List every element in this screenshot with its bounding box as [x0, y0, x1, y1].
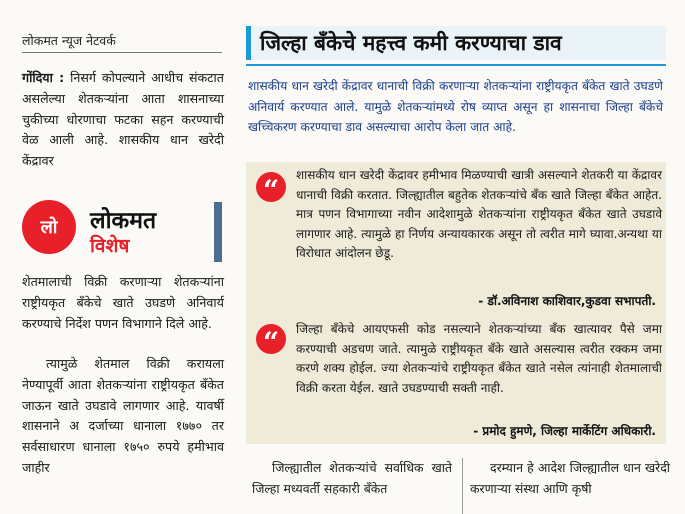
right-column	[236, 0, 685, 514]
bottom-column-1: जिल्ह्यातील शेतकऱ्यांचे सर्वाधिक खाते जिल्हा मध्यवर्ती सहकारी बँकेत	[252, 460, 452, 496]
lead-paragraph	[22, 68, 224, 172]
quote-icon: “	[256, 324, 286, 354]
intro-paragraph: शासकीय धान खरेदी केंद्रावर धानाची विक्री करणाऱ्या शेतकऱ्यांना राष्ट्रीयकृत बँकेत खाते उघडणे अनिवार्य करण्यात आले. यामुळे शेतकऱ्यांमध्ये रोष व्याप्त असून हा शासनाचा जिल्हा बँकेचे खच्चिकरण करण्याचा डाव असल्याचा आरोप केला जात आहे.	[248, 79, 663, 134]
body-paragraph-3: त्यामुळे शेतमाल विक्री करायला नेण्यापूर्वी आता शेतकऱ्यांना राष्ट्रीयकृत बँकेत जाऊन खाते उघडावे लागणार आहे. यावर्षी शासनाने अ दर्जाच्या धानाला १७७० तर सर्वसाधारण धानाला १७५० रुपये हमीभाव जाहीर	[22, 356, 224, 475]
lokmat-logo-mark: लो	[40, 217, 58, 238]
quote-icon: “	[256, 172, 286, 202]
headline: जिल्हा बँकेचे महत्त्व कमी करण्याचा डाव	[260, 31, 562, 55]
byline-rule	[22, 52, 222, 53]
bottom-column-2: दरम्यान हे आदेश जिल्ह्यातील धान खरेदी करणाऱ्या संस्था आणि कृषी	[470, 460, 670, 496]
byline: लोकमत न्यूज नेटवर्क	[22, 33, 116, 48]
headline-box	[246, 26, 666, 60]
brand-subtitle: विशेष	[90, 235, 130, 257]
column-divider	[462, 458, 463, 514]
dateline: गोंदिया :	[22, 70, 65, 85]
brand-accent-bar	[214, 202, 222, 262]
headline-rule	[246, 64, 666, 66]
quote-1-attribution: - डॉ.अविनाश काशिवार,कुडवा सभापती.	[478, 294, 656, 308]
quotes-box	[246, 162, 666, 444]
headline-accent-bar	[246, 26, 251, 60]
lead-paragraph-text: निसर्ग कोपल्याने आधीच संकटात असलेल्या शेतकऱ्यांना आता शासनाच्या चुकीच्या धोरणाचा फटका सहन करण्याची वेळ आली आहे. शासकीय धान खरेदी केंद्रावर	[22, 70, 224, 169]
brand-name: लोकमत	[90, 208, 157, 234]
left-column	[0, 0, 236, 514]
quote-2-attribution: - प्रमोद हुमणे, जिल्हा मार्केटिंग अधिकारी.	[473, 424, 656, 438]
quote-1-text: शासकीय धान खरेदी केंद्रावर हमीभाव मिळण्याची खात्री असल्याने शेतकरी या केंद्रावर धानाची विक्री करतात. जिल्ह्यातील बहुतेक शेतकऱ्यांचे बँक खाते जिल्हा बँकेत आहेत. मात्र पणन विभागाच्या नवीन आदेशामुळे शेतकऱ्यांना राष्ट्रीयकृत बँकेत खाते उघडावे लागणार आहे. त्यामुळे हा निर्णय अन्यायकारक असून तो त्वरीत मागे घ्यावा.अन्यथा या विरोधात आंदोलन छेडू.	[296, 168, 662, 261]
lokmat-logo	[22, 200, 76, 254]
quote-2-text: जिल्हा बँकेचे आयएफसी कोड नसल्याने शेतकऱ्यांच्या बँक खात्यावर पैसे जमा करण्याची अडचण जाते. त्यामुळे राष्ट्रीयकृत बँके खाते असल्यास त्वरीत रक्कम जमा करणे शक्य होईल. ज्या शेतकऱ्यांचे राष्ट्रीयकृत बँकेत खाते नसेल त्यांनाही शेतमालाची विक्री करता येईल. खाते उघडण्याची सक्ती नाही.	[296, 322, 662, 395]
body-paragraph-2: शेतमालाची विक्री करणाऱ्या शेतकऱ्यांना राष्ट्रीयकृत बँकेचे खाते उघडणे अनिवार्य करण्याचे निर्देश पणन विभागाने दिले आहे.	[22, 274, 224, 331]
